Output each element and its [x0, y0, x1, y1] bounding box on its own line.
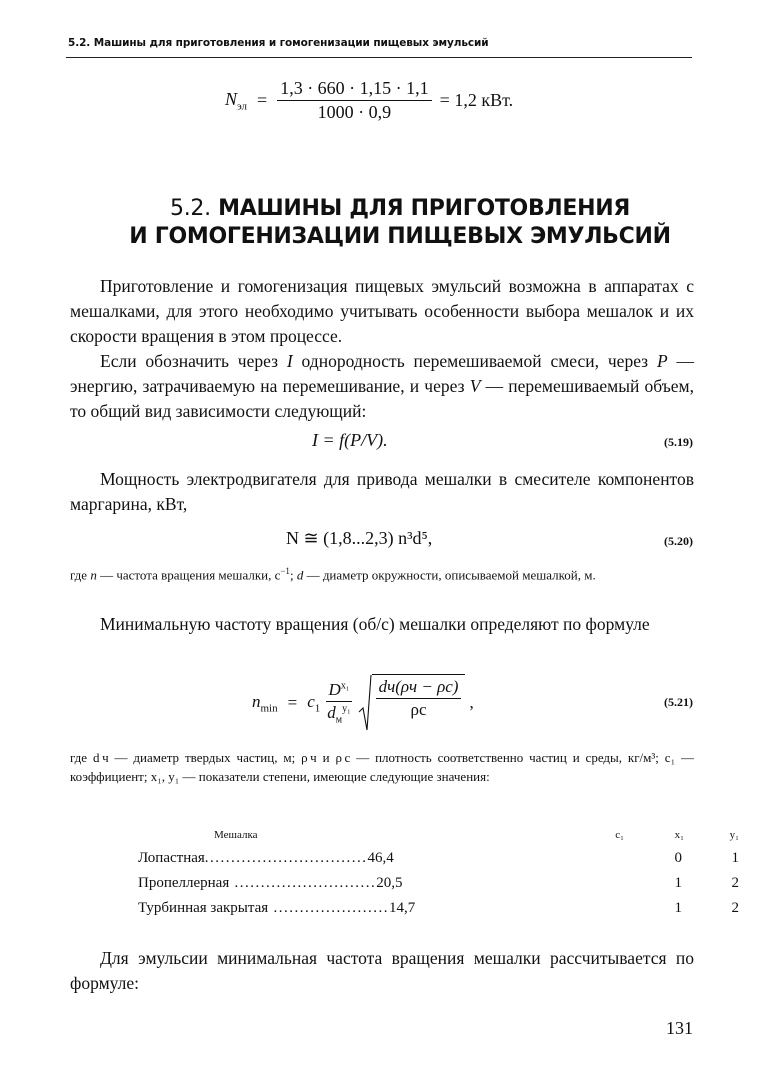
section-title-line2: И ГОМОГЕНИЗАЦИИ ПИЩЕВЫХ ЭМУЛЬСИЙ — [129, 224, 671, 249]
equation-5-20-number: (5.20) — [664, 534, 693, 548]
section-number: 5.2. — [170, 196, 211, 221]
note-2: где d ч — диаметр твердых частиц, м; ρ ч и ρ c — плотность соответственно частиц и среды, кг/м³; c₁ — коэффициент; x₁, y₁ — показатели степени, имеющие следующие значения: — [70, 750, 694, 784]
section-title-line1: МАШИНЫ ДЛЯ ПРИГОТОВЛЕНИЯ — [218, 196, 630, 221]
header-x1: x₁ — [674, 829, 684, 841]
radical-sign-icon — [358, 674, 372, 732]
top-formula: $N_{эл}$ = $\frac{1,3 \cdot 660 \cdot 1,15 \cdot 1,1}{1000 \cdot 0,9}$ = 1,2 кВт. — [225, 78, 514, 122]
header-y1: y₁ — [729, 829, 739, 841]
table-row: Турбинная закрытая ......................14,7 1 2 — [138, 900, 739, 916]
table-row: Лопастная...............................46,4 0 1 — [138, 850, 739, 866]
top-formula-numerator: 1,3 · 660 · 1,15 · 1,1 — [277, 78, 431, 101]
header-rule — [66, 57, 692, 58]
equation-5-21: $n_{min}$ = $c_1$ $\frac{D^{x_1}}{d_м^{y_1}}$ $\frac{dч(\rho ч - \rho c)}{\rho c}$ , — [252, 668, 474, 738]
paragraph-1: Приготовление и гомогенизация пищевых эмульсий возможна в аппаратах с мешалками, для этого необходимо учитывать особенности выбора мешалок и их скорости вращения в этом процессе. — [70, 276, 694, 346]
paragraph-3: Мощность электродвигателя для привода мешалки в смесителе компонентов маргарина, кВт, — [70, 469, 694, 514]
equation-5-20: N ≅ (1,8...2,3) n³d⁵, — [286, 528, 433, 548]
table-header-row — [138, 824, 739, 846]
section-heading — [100, 196, 700, 221]
paragraph-2: Если обозначить через I однородность перемешиваемой смеси, через P — энергию, затрачиваемую на перемешивание, и через V — перемешиваемый объем, то общий вид зависимости следующий: — [70, 351, 695, 421]
running-head: 5.2. Машины для приготовления и гомогенизации пищевых эмульсий — [68, 37, 489, 49]
page-number: 131 — [666, 1018, 693, 1038]
top-formula-result: = 1,2 кВт. — [439, 90, 514, 110]
square-root: $\frac{dч(\rho ч - \rho c)}{\rho c}$ — [358, 674, 466, 732]
header-c1: c₁ — [615, 829, 624, 841]
equation-5-19-number: (5.19) — [664, 435, 693, 449]
top-formula-denominator: 1000 · 0,9 — [317, 102, 392, 122]
table-row: Пропеллерная ...........................20,5 1 2 — [138, 875, 739, 891]
paragraph-5: Для эмульсии минимальная частота вращения мешалки рассчитывается по формуле: — [70, 948, 694, 993]
paragraph-4: Минимальную частоту вращения (об/с) мешалки определяют по формуле — [100, 614, 650, 634]
note-1: где n — частота вращения мешалки, $с^{-1}$; d — диаметр окружности, описываемой мешалкой, м. — [70, 566, 596, 583]
stirrer-table — [138, 824, 739, 921]
equation-5-21-number: (5.21) — [664, 695, 693, 709]
header-mixer: Мешалка — [214, 829, 258, 841]
equation-5-19: I = f(P/V). — [312, 430, 388, 450]
